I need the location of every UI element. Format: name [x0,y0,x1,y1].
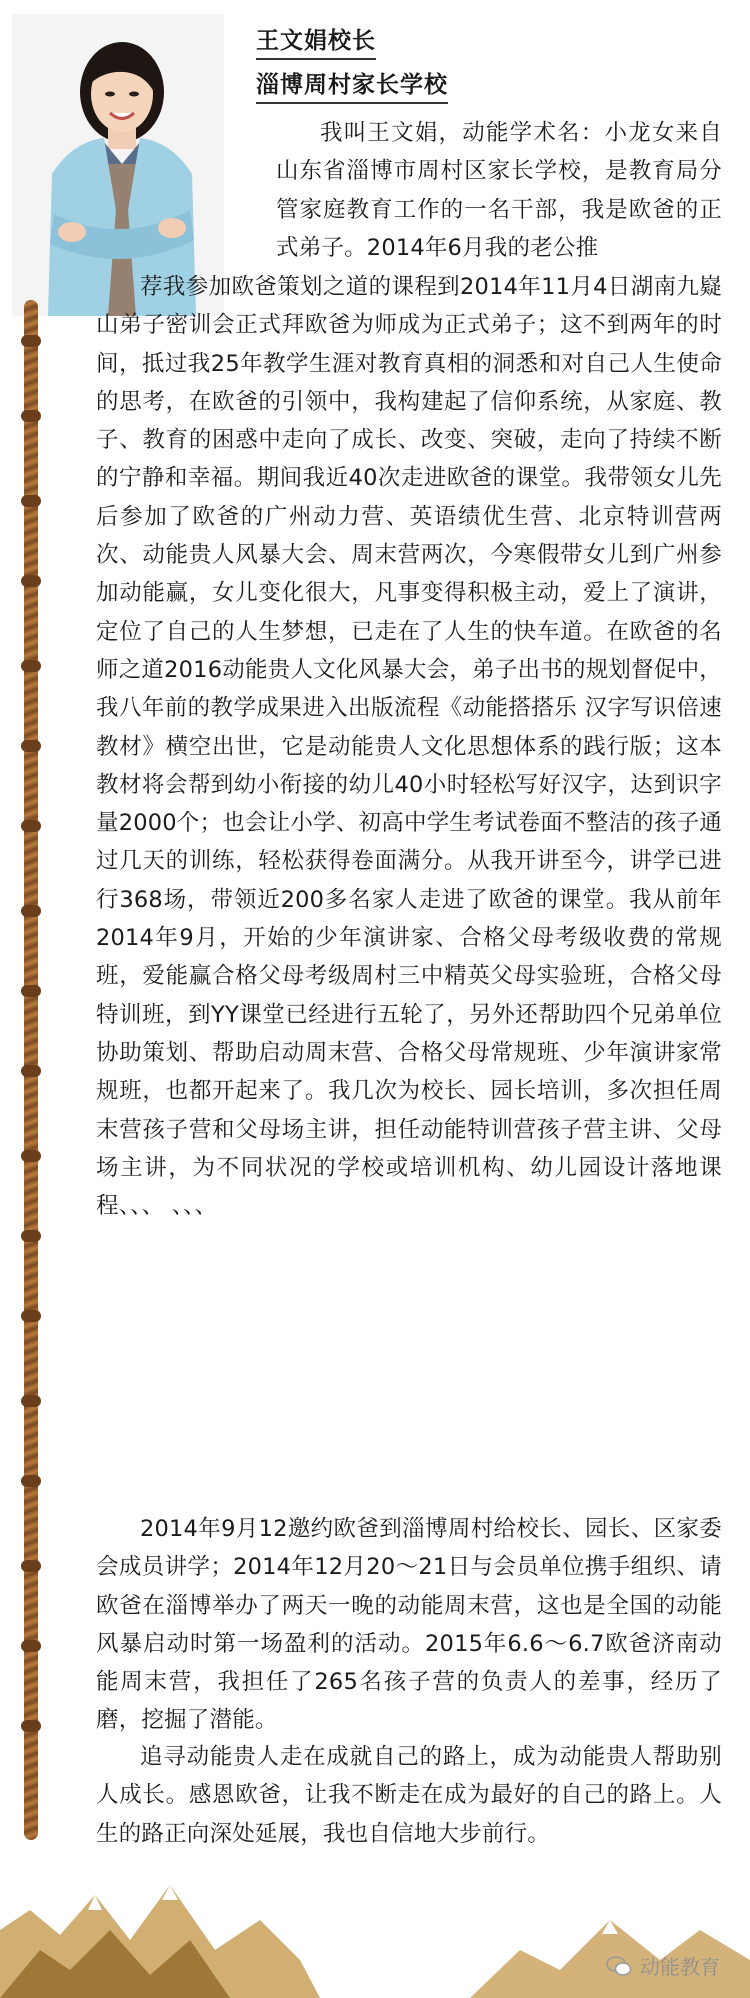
rope-knot [21,740,41,752]
name-title: 王文娟校长 [256,22,376,60]
school-title: 淄博周村家长学校 [256,66,448,104]
rope-knot [21,1230,41,1242]
rope-knot [21,985,41,997]
rope-knot [21,495,41,507]
body-paragraph-3: 追寻动能贵人走在成就自己的路上，成为动能贵人帮助别人成长。感恩欧爸，让我不断走在成为最好的自己的路上。人生的路正向深处延展，我也自信地大步前行。 [96,1744,722,1847]
rope-knot [21,905,41,917]
rope-knot [21,1560,41,1572]
rope-knot [21,1720,41,1732]
rope-knot [21,1640,41,1652]
rope-knot [21,335,41,347]
body-paragraph-2: 2014年9月12邀约欧爸到淄博周村给校长、园长、区家委会成员讲学；2014年12月20～21日与会员单位携手组织、请欧爸在淄博举办了两天一晚的动能周末营，这也是全国的动能风暴启动时第一场盈利的活动。2015年6.6～6.7欧爸济南动能周末营，我担任了265名孩子营的负责人的差事，经历了磨，挖掘了潜能。 [96,1516,722,1734]
rope-knot [21,410,41,422]
wechat-icon [606,1955,632,1977]
watermark-text: 动能教育 [640,1955,720,1979]
rope-knot [21,1310,41,1322]
intro-paragraph: 我叫王文娟，动能学术名：小龙女来自山东省淄博市周村区家长学校，是教育局分管家庭教育工作的一名干部，我是欧爸的正式弟子。2014年6月我的老公推 [276,120,722,261]
watermark [606,1951,720,1980]
rope-knot [21,575,41,587]
rope-knot [21,1150,41,1162]
rope-knot [21,1395,41,1407]
rope-knot [21,820,41,832]
rope-knot [21,1475,41,1487]
body-paragraph-1: 荐我参加欧爸策划之道的课程到2014年11月4日湖南九嶷山弟子密训会正式拜欧爸为师成为正式弟子；这不到两年的时间，抵过我25年教学生涯对教育真相的洞悉和对自己人生使命的思考，在欧爸的引领中，我构建起了信仰系统，从家庭、教子、教育的困惑中走向了成长、改变、突破，走向了持续不断的宁静和幸福。期间我近40次走进欧爸的课堂。我带领女儿先后参加了欧爸的广州动力营、英语绩优生营、北京特训营两次、动能贵人风暴大会、周末营两次，今寒假带女儿到广州参加动能赢，女儿变化很大，凡事变得积极主动，爱上了演讲，定位了自己的人生梦想，已走在了人生的快车道。在欧爸的名师之道2016动能贵人文化风暴大会，弟子出书的规划督促中，我八年前的教学成果进入出版流程《动能搭搭乐 汉字写识倍速教材》横空出世，它是动能贵人文化思想体系的践行版；这本教材将会帮到幼小衔接的幼儿40小时轻松写好汉字，达到识字量2000个；也会让小学、初高中学生考试卷面不整洁的孩子通过几天的训练，轻松获得卷面满分。从我开讲至今，讲学已进行368场，带领近200多名家人走进了欧爸的课堂。我从前年2014年9月，开始的少年演讲家、合格父母考级收费的常规班，爱能赢合格父母考级周村三中精英父母实验班，合格父母特训班，到YY课堂已经进行五轮了，另外还帮助四个兄弟单位协助策划、帮助启动周末营、合格父母常规班、少年演讲家常规班，也都开起来了。我几次为校长、园长培训，多次担任周末营孩子营和父母场主讲，担任动能特训营孩子营主讲、父母场主讲，为不同状况的学校或培训机构、幼儿园设计落地课程、、、 、、、 [96,274,722,1220]
rope-knot [21,660,41,672]
rope-knot [21,1065,41,1077]
